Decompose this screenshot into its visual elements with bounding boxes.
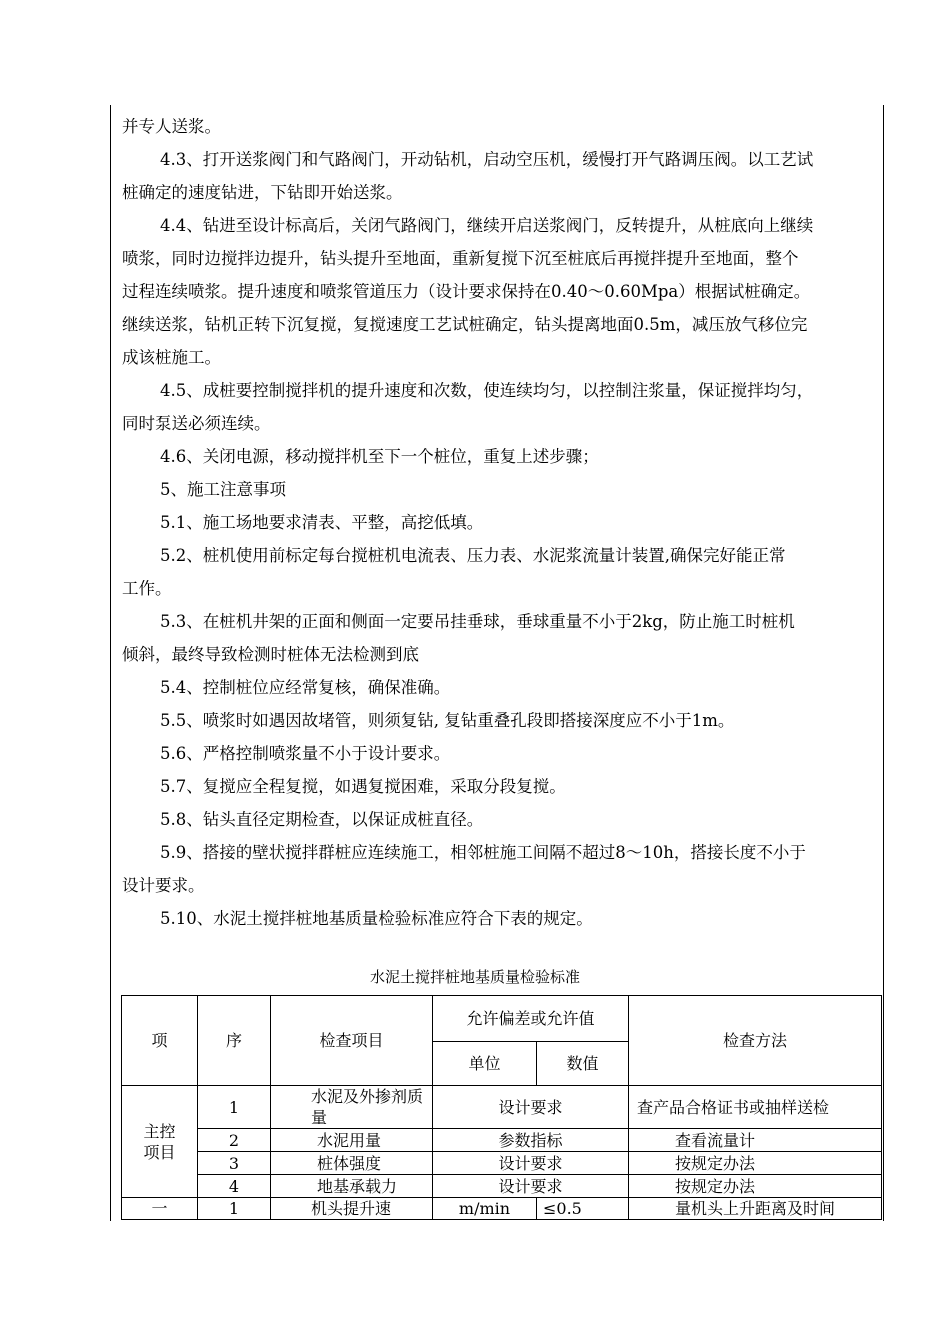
paragraph-line: 5.8、钻头直径定期检查，以保证成桩直径。	[160, 810, 484, 829]
paragraph-line: 5.5、喷浆时如遇因故堵管，则须复钻, 复钻重叠孔段即搭接深度应不小于1m。	[160, 711, 735, 730]
row-item: 水泥用量	[271, 1129, 433, 1152]
paragraph-line: 成该桩施工。	[122, 348, 221, 367]
paragraph	[122, 770, 880, 803]
row-value: ≤0.5	[537, 1198, 629, 1220]
paragraph	[122, 440, 880, 473]
row-seq: 1	[198, 1198, 271, 1220]
table-title: 水泥土搅拌桩地基质量检验标准	[369, 968, 580, 986]
paragraph	[122, 704, 880, 737]
row-seq: 4	[198, 1175, 271, 1198]
row-method: 查产品合格证书或抽样送检	[629, 1086, 882, 1129]
row-seq: 3	[198, 1152, 271, 1175]
row-tolerance: 设计要求	[433, 1175, 629, 1198]
paragraph	[122, 671, 880, 704]
row-tolerance: 设计要求	[433, 1086, 629, 1129]
header-tolerance: 允许偏差或允许值	[433, 996, 629, 1042]
paragraph-line: 设计要求。	[122, 876, 205, 895]
row-item: 桩体强度	[271, 1152, 433, 1175]
quality-standard-table	[121, 995, 882, 1220]
paragraph	[122, 836, 880, 902]
paragraph	[122, 605, 880, 671]
paragraph-line: 工作。	[122, 579, 172, 598]
paragraph	[122, 803, 880, 836]
row-seq: 2	[198, 1129, 271, 1152]
paragraph-line: 4.4、钻进至设计标高后，关闭气路阀门，继续开启送浆阀门，反转提升，从桩底向上继续	[160, 216, 814, 235]
paragraph-line: 5.1、施工场地要求清表、平整，高挖低填。	[160, 513, 484, 532]
row-tolerance: 参数指标	[433, 1129, 629, 1152]
header-item: 项	[122, 996, 198, 1086]
header-check-item: 检查项目	[271, 996, 433, 1086]
paragraph	[122, 506, 880, 539]
paragraph-line: 倾斜，最终导致检测时桩体无法检测到底	[122, 645, 419, 664]
paragraph	[122, 473, 880, 506]
paragraph	[122, 143, 880, 209]
paragraph-line: 同时泵送必须连续。	[122, 414, 271, 433]
paragraph-line: 5.2、桩机使用前标定每台搅桩机电流表、压力表、水泥浆流量计装置,确保完好能正常	[160, 546, 786, 565]
paragraph-line: 5.10、水泥土搅拌桩地基质量检验标准应符合下表的规定。	[160, 909, 593, 928]
paragraph-line: 5.4、控制桩位应经常复核，确保准确。	[160, 678, 451, 697]
paragraph-line: 4.3、打开送浆阀门和气路阀门，开动钻机，启动空压机，缓慢打开气路调压阀。以工艺试	[160, 150, 814, 169]
paragraph-line: 5.7、复搅应全程复搅，如遇复搅困难，采取分段复搅。	[160, 777, 566, 796]
paragraph-line: 4.6、关闭电源，移动搅拌机至下一个桩位，重复上述步骤；	[160, 447, 599, 466]
row-item: 地基承载力	[271, 1175, 433, 1198]
row-method: 按规定办法	[629, 1175, 882, 1198]
paragraph-line: 5.6、严格控制喷浆量不小于设计要求。	[160, 744, 451, 763]
row-method: 查看流量计	[629, 1129, 882, 1152]
paragraph-line: 过程连续喷浆。提升速度和喷浆管道压力（设计要求保持在0.40～0.60Mpa）根据试桩确定。	[122, 282, 811, 301]
paragraph	[122, 539, 880, 605]
row-method: 按规定办法	[629, 1152, 882, 1175]
paragraph	[122, 110, 880, 143]
row-tolerance: 设计要求	[433, 1152, 629, 1175]
row-item: 机头提升速	[271, 1198, 433, 1220]
group-general: 一	[122, 1198, 198, 1220]
paragraph	[122, 902, 880, 935]
header-method: 检查方法	[629, 996, 882, 1086]
paragraph	[122, 209, 880, 374]
header-value: 数值	[537, 1042, 629, 1086]
paragraph-line: 并专人送浆。	[122, 117, 221, 136]
header-unit: 单位	[433, 1042, 537, 1086]
row-unit: m/min	[433, 1198, 537, 1220]
paragraph-line: 喷浆，同时边搅拌边提升，钻头提升至地面，重新复搅下沉至桩底后再搅拌提升至地面，整个	[122, 249, 799, 268]
paragraph-line: 5.9、搭接的壁状搅拌群桩应连续施工，相邻桩施工间隔不超过8～10h，搭接长度不小于	[160, 843, 806, 862]
group-main-control: 主控项目	[122, 1086, 198, 1198]
paragraph-line: 继续送浆，钻机正转下沉复搅，复搅速度工艺试桩确定，钻头提离地面0.5m，减压放气移位完	[122, 315, 808, 334]
paragraph-line: 5.3、在桩机井架的正面和侧面一定要吊挂垂球，垂球重量不小于2kg，防止施工时桩机	[160, 612, 795, 631]
row-seq: 1	[198, 1086, 271, 1129]
paragraph-line: 桩确定的速度钻进，下钻即开始送浆。	[122, 183, 403, 202]
paragraph	[122, 737, 880, 770]
paragraph-line: 5、施工注意事项	[160, 480, 286, 499]
row-item: 水泥及外掺剂质量	[271, 1086, 433, 1129]
row-method: 量机头上升距离及时间	[629, 1198, 882, 1220]
paragraph-line: 4.5、成桩要控制搅拌机的提升速度和次数，使连续均匀，以控制注浆量，保证搅拌均匀，	[160, 381, 814, 400]
header-seq: 序	[198, 996, 271, 1086]
paragraph	[122, 374, 880, 440]
